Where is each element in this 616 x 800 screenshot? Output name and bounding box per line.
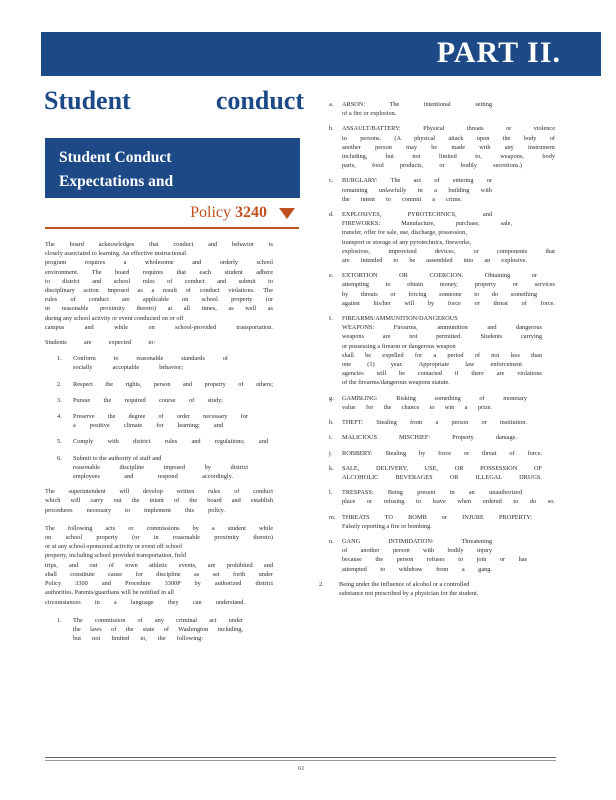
- text-line: the laws of the state of Washington including,: [73, 625, 243, 633]
- text-line: remaining unlawfully in a building with: [342, 186, 492, 194]
- text-line: The following acts or commissions by a student while: [45, 524, 273, 532]
- text-line: EXPLOSIVES, PYROTECHNICS, and: [342, 211, 492, 219]
- triangle-down-icon: [279, 208, 295, 219]
- policy-reference: [45, 204, 299, 224]
- text-line: ALCOHOLIC BEVERAGES OR ILLEGAL DRUGS.: [342, 473, 542, 481]
- text-line: parts, food products, or bodily secretions.): [342, 162, 522, 170]
- text-line: attempted to withdraw from a gang.: [342, 565, 492, 573]
- item-number: 4.: [57, 413, 62, 421]
- text-line: reasonable discipline imposed by district: [73, 463, 248, 471]
- text-line: but not limited to, the following:: [73, 635, 203, 643]
- text-line: or possessing a firearm or dangerous weapon: [342, 342, 456, 350]
- text-line: SALE, DELIVERY, USE, OR POSSESSION OF: [342, 464, 542, 472]
- text-line: ROBBERY: Stealing by force or threat of force.: [342, 449, 542, 457]
- subheading-title: Student Conduct Expectations and Sanctions: [59, 149, 174, 214]
- item-number: 2.: [57, 380, 62, 388]
- list-item: [329, 418, 555, 427]
- section-heading-word1: Student: [44, 86, 131, 115]
- list-item: [45, 380, 273, 389]
- list-item: [329, 449, 555, 458]
- item-number: 1.: [57, 355, 62, 363]
- text-line: The board acknowledges that conduct and behavior is: [45, 241, 273, 248]
- text-line: Respect the rights, person and property of others;: [73, 380, 273, 388]
- text-line: ARSON: The intentional setting: [342, 101, 492, 108]
- text-line: substance not prescribed by a physician for the student.: [339, 589, 479, 597]
- intro-paragraph: [45, 240, 273, 332]
- text-line: the intent to commit a crime.: [342, 195, 462, 203]
- text-line: Policy 3300 and Procedure 3300P by authorized district: [45, 580, 273, 588]
- item-number: 6.: [57, 454, 62, 462]
- text-line: Preserve the degree of order necessary for: [73, 413, 248, 421]
- list-item: [329, 124, 555, 170]
- left-column: [45, 240, 273, 643]
- text-line: closely associated to learning. An effective instructional: [45, 250, 186, 258]
- text-line: WEAPONS: Firearms, ammunition and dangerous: [342, 324, 542, 332]
- item-letter: a.: [329, 101, 334, 108]
- list-item: [45, 396, 273, 405]
- item-number: 2.: [319, 580, 324, 588]
- policy-label: [190, 204, 267, 222]
- text-line: to district and school rules of conduct and submit to: [45, 277, 273, 285]
- text-line: including, but not limited to, weapons, body: [342, 153, 555, 161]
- text-line: FIREWORKS: Manufacture, purchase, sale,: [342, 220, 512, 228]
- list-item: [329, 271, 555, 308]
- text-line: attempting to obtain money, property or services: [342, 281, 555, 289]
- item-letter: k.: [329, 464, 334, 472]
- text-line: are intended to be assembled into an explosive.: [342, 257, 527, 265]
- list-item: [329, 314, 555, 388]
- list-item: [329, 394, 555, 412]
- text-line: during any school activity or event conducted on or off: [45, 314, 184, 322]
- text-line: transfer, offer for sale, use, discharge, possession,: [342, 229, 467, 237]
- item-letter: g.: [329, 394, 334, 402]
- item-letter: l.: [329, 489, 333, 497]
- banner-edge: [598, 32, 601, 76]
- policy-number: 3240: [235, 204, 267, 221]
- text-line: employees and respond accordingly.: [73, 473, 233, 481]
- item-letter: h.: [329, 419, 334, 427]
- policy-prefix: Policy: [190, 204, 231, 221]
- text-line: agencies will be contacted if there are violations: [342, 370, 542, 378]
- text-line: on school property (or in reasonable proximity thereto): [45, 534, 273, 542]
- text-line: Falsely reporting a fire or bombing.: [342, 522, 432, 530]
- superintendent-paragraph: [45, 487, 273, 515]
- item-number: 5.: [57, 438, 62, 446]
- list-item: [329, 433, 555, 442]
- text-line: THEFT: Stealing from a person or institution.: [342, 419, 527, 427]
- text-line: authorities. Parents/guardians will be notified in all: [45, 589, 174, 597]
- list-item: [329, 488, 555, 506]
- item-letter: n.: [329, 537, 334, 545]
- text-line: against his/her will by force or threat of force.: [342, 299, 555, 307]
- list-item: [329, 537, 555, 574]
- text-line: a positive climate for learning; and: [73, 422, 223, 430]
- prohibited-acts-paragraph: [45, 524, 273, 607]
- text-line: to persons. (A physical attack upon the body of: [342, 134, 555, 142]
- text-line: procedures necessary to implement this policy.: [45, 506, 225, 514]
- expected-lead: Students are expected to:: [45, 339, 155, 347]
- text-line: value for the chance to win a prize.: [342, 403, 492, 411]
- page-number: 61: [298, 765, 305, 772]
- text-line: property, including school provided transportation, field: [45, 552, 187, 560]
- text-line: socially acceptable behavior;: [73, 364, 183, 372]
- footer-divider: [45, 757, 556, 758]
- text-line: of the firearms/dangerous weapons statute.: [342, 379, 450, 387]
- text-line: another person may be made with any instrument: [342, 143, 555, 151]
- text-line: EXTORTION OR COERCION: Obtaining or: [342, 272, 537, 280]
- item-number: 1.: [57, 616, 62, 624]
- text-line: MALICIOUS MISCHIEF: Property damage.: [342, 434, 517, 442]
- item-number: 3.: [57, 396, 62, 404]
- list-item: [329, 464, 555, 482]
- text-line: place or refusing to leave when ordered to do so.: [342, 498, 555, 506]
- section-heading: [44, 86, 304, 116]
- list-item: [45, 616, 273, 644]
- text-line: circumstances in a language they can understand.: [45, 598, 245, 606]
- list-item: [329, 176, 555, 204]
- list-item: [329, 513, 555, 531]
- item-letter: i.: [329, 434, 333, 442]
- text-line: shall be expelled for a period of not less than: [342, 351, 542, 359]
- text-line: campus and while on school-provided transportation.: [45, 323, 273, 331]
- part-banner: [41, 32, 601, 76]
- text-line: one (1) year. Appropriate law enforcement: [342, 361, 522, 369]
- text-line: environment. The board requires that each student adhere: [45, 268, 273, 276]
- right-column: [319, 100, 555, 598]
- section-heading-word2: conduct: [215, 86, 304, 115]
- text-line: or at any school-sponsored activity or event off school: [45, 543, 182, 551]
- text-line: shall constitute cause for discipline as set forth under: [45, 570, 273, 578]
- text-line: THREATS TO BOMB or INJURE PROPERTY:: [342, 513, 532, 521]
- item-letter: m.: [329, 513, 336, 521]
- text-line: program requires a wholesome and orderly school: [45, 259, 273, 267]
- text-line: The commission of any criminal act under: [73, 616, 243, 624]
- text-line: BURGLARY: The act of entering or: [342, 177, 492, 185]
- text-line: by threats or forcing someone to do something: [342, 290, 537, 298]
- text-line: weapons are not permitted. Students carrying: [342, 333, 542, 341]
- item-letter: e.: [329, 272, 334, 280]
- list-item: [45, 437, 273, 446]
- text-line: FIREARMS/AMMUNITION/DANGEROUS: [342, 315, 458, 323]
- item-letter: f.: [329, 315, 333, 323]
- text-line: of another person with bodily injury: [342, 547, 492, 555]
- list-item: [45, 412, 273, 430]
- text-line: rules of conduct are applicable on school property (or: [45, 296, 273, 304]
- text-line: of a fire or explosion.: [342, 110, 397, 118]
- item-letter: b.: [329, 125, 334, 133]
- text-line: Conform to reasonable standards of: [73, 355, 228, 363]
- item-letter: d.: [329, 211, 334, 219]
- text-line: Comply with district rules and regulations; and: [73, 438, 268, 446]
- list-item: [45, 354, 273, 372]
- footer-divider-secondary: [45, 760, 556, 761]
- text-line: Being under the influence of alcohol or a controlled: [339, 580, 470, 588]
- text-line: because the person refuses to join or has: [342, 556, 527, 564]
- text-line: GAMBLING: Risking something of monetary: [342, 394, 527, 402]
- text-line: in reasonable proximity thereto) at all times, as well as: [45, 305, 273, 313]
- item-letter: c.: [329, 177, 334, 185]
- text-line: Submit to the authority of staff and: [73, 454, 162, 462]
- text-line: which will carry out the intent of the board and establish: [45, 497, 273, 505]
- policy-divider: [45, 227, 299, 229]
- list-item: [329, 100, 555, 118]
- list-item: [45, 454, 273, 482]
- list-item: [329, 210, 555, 265]
- text-line: disciplinary action imposed as a result of conduct violations. The: [45, 287, 273, 295]
- text-line: explosives, improvised devices, or components that: [342, 247, 555, 255]
- text-line: TRESPASS: Being present in an unauthorized: [342, 489, 522, 497]
- text-line: transport or storage of any pyrotechnics, fireworks,: [342, 238, 472, 246]
- text-line: GANG INTIMIDATION: Threatening: [342, 537, 492, 545]
- text-line: ASSAULT/BATTERY: Physical threats or violence: [342, 125, 555, 133]
- item-letter: j.: [329, 449, 333, 457]
- text-line: Pursue the required course of study;: [73, 396, 223, 404]
- text-line: The superintendent will develop written rules of conduct: [45, 488, 273, 496]
- text-line: trips, and out of town athletic events, are prohibited and: [45, 561, 273, 569]
- part-title: PART II.: [436, 36, 561, 69]
- list-item: [319, 580, 555, 598]
